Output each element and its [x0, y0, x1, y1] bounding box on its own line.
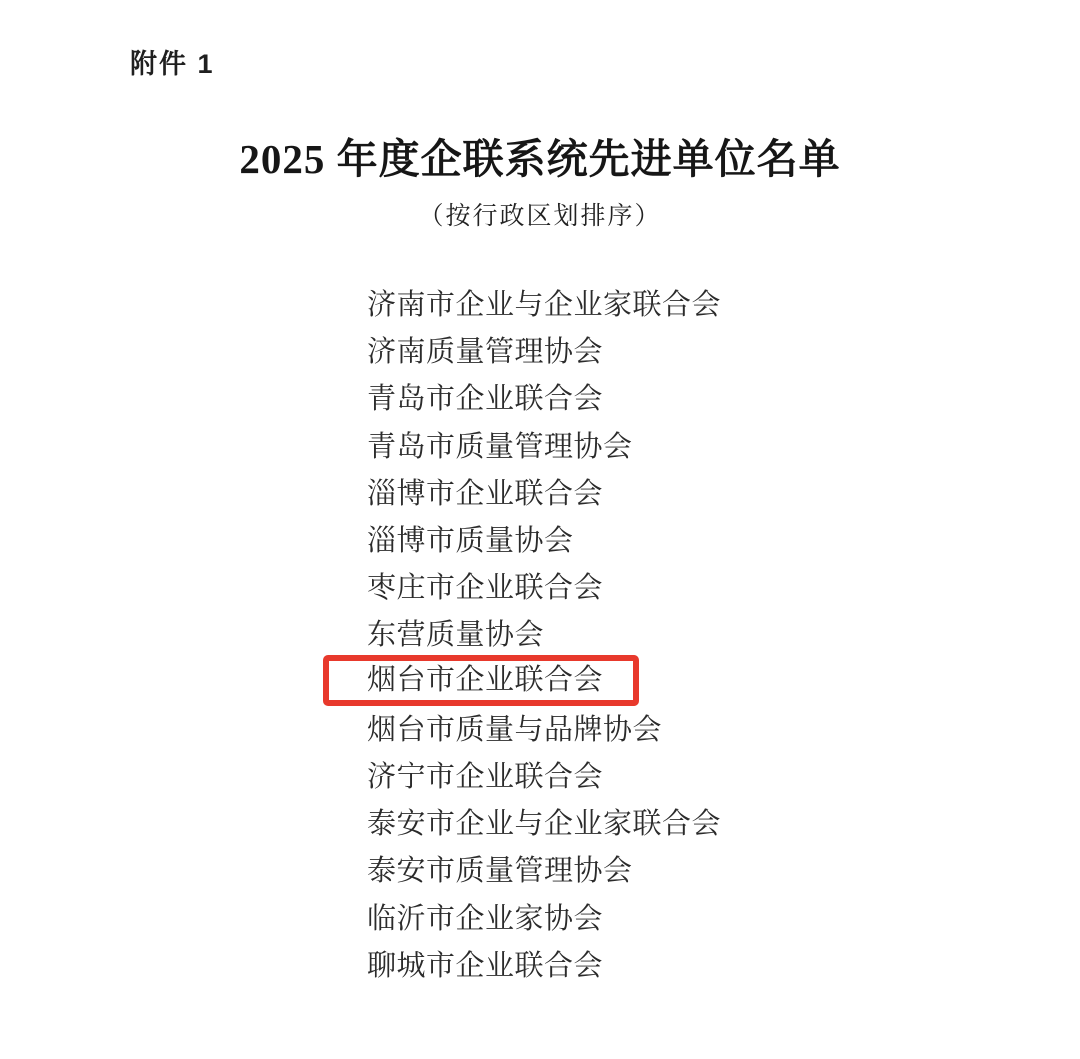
list-item: 烟台市质量与品牌协会 [367, 713, 663, 746]
document-subtitle: （按行政区划排序） [418, 203, 662, 230]
list-item: 济宁市企业联合会 [367, 760, 604, 793]
list-item: 泰安市质量管理协会 [367, 855, 633, 888]
list-item: 济南市企业与企业家联合会 [367, 289, 722, 322]
list-item: 青岛市质量管理协会 [367, 430, 633, 463]
list-item-highlighted [367, 657, 967, 704]
document-title: 2025 年度企联系统先进单位名单 [239, 136, 841, 182]
list-item: 淄博市质量协会 [367, 525, 574, 558]
list-item: 泰安市企业与企业家联合会 [367, 808, 722, 841]
attachment-label: 附件 1 [130, 49, 215, 79]
list-item: 东营质量协会 [367, 619, 545, 652]
list-item: 济南质量管理协会 [367, 336, 604, 369]
list-item: 聊城市企业联合会 [367, 949, 604, 982]
list-item: 青岛市企业联合会 [367, 383, 604, 416]
highlight-box: 烟台市企业联合会 [323, 655, 639, 706]
unit-list [367, 279, 967, 987]
list-item: 淄博市企业联合会 [367, 477, 604, 510]
list-item: 临沂市企业家协会 [367, 902, 604, 935]
list-item: 枣庄市企业联合会 [367, 572, 604, 605]
